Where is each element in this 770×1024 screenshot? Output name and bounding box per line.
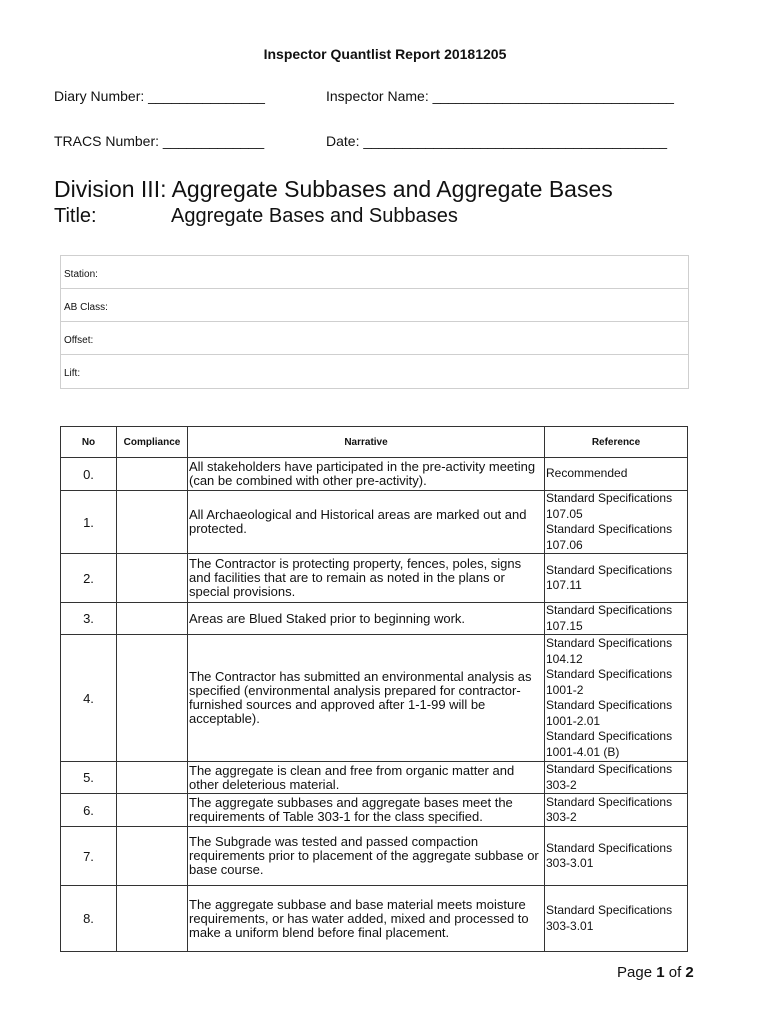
row-number: 4.	[61, 635, 117, 762]
compliance-cell[interactable]	[117, 886, 188, 952]
diary-number-field: Diary Number: _______________	[54, 88, 265, 104]
compliance-cell[interactable]	[117, 554, 188, 603]
row-number: 1.	[61, 491, 117, 554]
table-row	[61, 554, 688, 603]
row-number: 0.	[61, 458, 117, 491]
page-current: 1	[656, 964, 665, 981]
row-number: 7.	[61, 827, 117, 886]
date-field: Date: _______________________________________	[326, 133, 668, 149]
table-row	[61, 458, 688, 491]
reference-cell: Standard Specifications 107.15	[545, 603, 688, 635]
title-value: Aggregate Bases and Subbases	[171, 205, 458, 227]
reference-cell: Standard Specifications 303-2	[545, 794, 688, 827]
title-label: Title:	[54, 205, 97, 227]
narrative-cell: The Contractor has submitted an environmental analysis as specified (environmental analysis prepared for contractor-furnished sources and approved after 1-1-99 will be acceptable).	[188, 635, 545, 762]
page-of: of	[668, 964, 682, 981]
row-number: 3.	[61, 603, 117, 635]
table-row	[61, 886, 688, 952]
narrative-cell: All Archaeological and Historical areas are marked out and protected.	[188, 491, 545, 554]
compliance-cell[interactable]	[117, 794, 188, 827]
table-row	[61, 491, 688, 554]
row-number: 5.	[61, 762, 117, 794]
compliance-cell[interactable]	[117, 458, 188, 491]
narrative-cell: The aggregate subbases and aggregate bases meet the requirements of Table 303-1 for the class specified.	[188, 794, 545, 827]
compliance-cell[interactable]	[117, 635, 188, 762]
tracs-number-field: TRACS Number: _____________	[54, 133, 265, 149]
table-row	[61, 603, 688, 635]
header-compliance: Compliance	[117, 427, 188, 458]
row-number: 6.	[61, 794, 117, 827]
compliance-cell[interactable]	[117, 603, 188, 635]
ab-class-field[interactable]: AB Class:	[61, 289, 688, 322]
offset-field[interactable]: Offset:	[61, 322, 688, 355]
info-fields-box	[60, 255, 689, 389]
station-field[interactable]: Station:	[61, 256, 688, 289]
reference-cell: Standard Specifications 303-3.01	[545, 886, 688, 952]
narrative-cell: The Subgrade was tested and passed compaction requirements prior to placement of the aggregate subbase or base course.	[188, 827, 545, 886]
narrative-cell: The aggregate subbase and base material meets moisture requirements, or has water added, mixed and processed to make a uniform blend before final placement.	[188, 886, 545, 952]
compliance-cell[interactable]	[117, 762, 188, 794]
page-total: 2	[685, 964, 694, 981]
table-row	[61, 635, 688, 762]
compliance-cell[interactable]	[117, 827, 188, 886]
reference-cell: Standard Specifications 107.11	[545, 554, 688, 603]
reference-cell: Standard Specifications 107.05 Standard Specifications 107.06	[545, 491, 688, 554]
compliance-cell[interactable]	[117, 491, 188, 554]
table-row	[61, 762, 688, 794]
reference-cell: Standard Specifications 303-2	[545, 762, 688, 794]
division-heading: Division III: Aggregate Subbases and Aggregate Bases	[54, 176, 613, 202]
table-header-row	[61, 427, 688, 458]
inspector-name-field: Inspector Name: _______________________________	[326, 88, 674, 104]
page-number	[617, 964, 694, 981]
checklist-table	[60, 426, 688, 952]
narrative-cell: The aggregate is clean and free from organic matter and other deleterious material.	[188, 762, 545, 794]
lift-field[interactable]: Lift:	[64, 368, 81, 379]
narrative-cell: Areas are Blued Staked prior to beginning work.	[188, 603, 545, 635]
reference-cell: Standard Specifications 303-3.01	[545, 827, 688, 886]
header-reference: Reference	[545, 427, 688, 458]
reference-cell: Standard Specifications 104.12 Standard Specifications 1001-2 Standard Specifications 1001-2.01 Standard Specifications 1001-4.01 (B)	[545, 635, 688, 762]
header-no: No	[61, 427, 117, 458]
table-row	[61, 794, 688, 827]
narrative-cell: All stakeholders have participated in the pre-activity meeting (can be combined with other pre-activity).	[188, 458, 545, 491]
row-number: 2.	[61, 554, 117, 603]
header-narrative: Narrative	[188, 427, 545, 458]
table-row	[61, 827, 688, 886]
narrative-cell: The Contractor is protecting property, fences, poles, signs and facilities that are to remain as noted in the plans or special provisions.	[188, 554, 545, 603]
reference-cell: Recommended	[545, 458, 688, 491]
page-prefix: Page	[617, 964, 653, 981]
report-title: Inspector Quantlist Report 20181205	[263, 46, 507, 62]
row-number: 8.	[61, 886, 117, 952]
